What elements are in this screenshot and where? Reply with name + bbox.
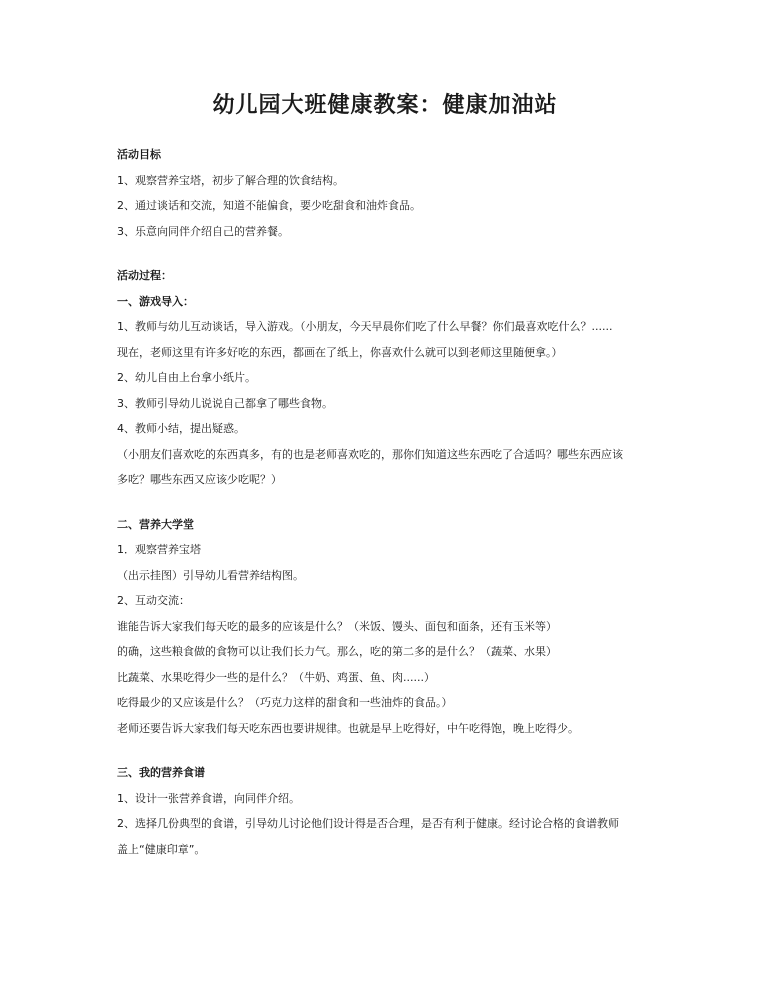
spacer (117, 244, 657, 263)
paragraph-line: 比蔬菜、水果吃得少一些的是什么？（牛奶、鸡蛋、鱼、肉......） (117, 670, 435, 684)
spacer (117, 493, 657, 512)
paragraph-line: 吃得最少的又应该是什么？（巧克力这样的甜食和一些油炸的食品。） (117, 696, 453, 709)
goal-item: 2、通过谈话和交流，知道不能偏食，要少吃甜食和油炸食品。 (117, 199, 421, 212)
document-body (117, 142, 657, 862)
paragraph-line: 多吃？哪些东西又应该少吃呢？） (117, 473, 282, 486)
process-heading: 活动过程： (117, 269, 172, 282)
paragraph-line: 谁能告诉大家我们每天吃的最多的应该是什么？（米饭、馒头、面包和面条，还有玉米等） (117, 619, 557, 633)
paragraph-line: 老师还要告诉大家我们每天吃东西也要讲规律。也就是早上吃得好，中午吃得饱，晚上吃得少。 (117, 721, 579, 735)
paragraph-line: 1．观察营养宝塔 (117, 543, 201, 556)
paragraph-line: 1、设计一张营养食谱，向同伴介绍。 (117, 791, 300, 805)
goal-item: 1、观察营养宝塔，初步了解合理的饮食结构。 (117, 173, 344, 187)
goals-heading: 活动目标 (117, 148, 161, 161)
paragraph-line: 1、教师与幼儿互动谈话，导入游戏。（小朋友，今天早晨你们吃了什么早餐？你们最喜欢吃什么？...... (117, 320, 613, 333)
part2-heading: 二、营养大学堂 (117, 517, 194, 531)
part1-heading: 一、游戏导入： (117, 294, 194, 308)
paragraph-line: 2、选择几份典型的食谱，引导幼儿讨论他们设计得是否合理，是否有利于健康。经讨论合格的食谱教师 (117, 817, 619, 830)
paragraph-line: 2、幼儿自由上台拿小纸片。 (117, 371, 256, 384)
paragraph-line: （小朋友们喜欢吃的东西真多，有的也是老师喜欢吃的，那你们知道这些东西吃了合适吗？哪些东西应该 (117, 447, 623, 461)
spacer (117, 741, 657, 760)
paragraph-line: 盖上“健康印章”。 (117, 842, 206, 856)
paragraph-line: 4、教师小结，提出疑惑。 (117, 422, 245, 435)
paragraph-line: 现在，老师这里有许多好吃的东西，都画在了纸上，你喜欢什么就可以到老师这里随便拿。） (117, 345, 563, 359)
paragraph-line: 2、互动交流： (117, 594, 190, 607)
goal-item: 3、乐意向同伴介绍自己的营养餐。 (117, 224, 289, 238)
paragraph-line: 3、教师引导幼儿说说自己都拿了哪些食物。 (117, 396, 333, 410)
page-title: 幼儿园大班健康教案：健康加油站 (212, 92, 558, 118)
part3-heading: 三、我的营养食谱 (117, 766, 205, 779)
paragraph-line: （出示挂图）引导幼儿看营养结构图。 (117, 568, 304, 582)
paragraph-line: 的确，这些粮食做的食物可以让我们长力气。那么，吃的第二多的是什么？（蔬菜、水果） (117, 645, 557, 658)
